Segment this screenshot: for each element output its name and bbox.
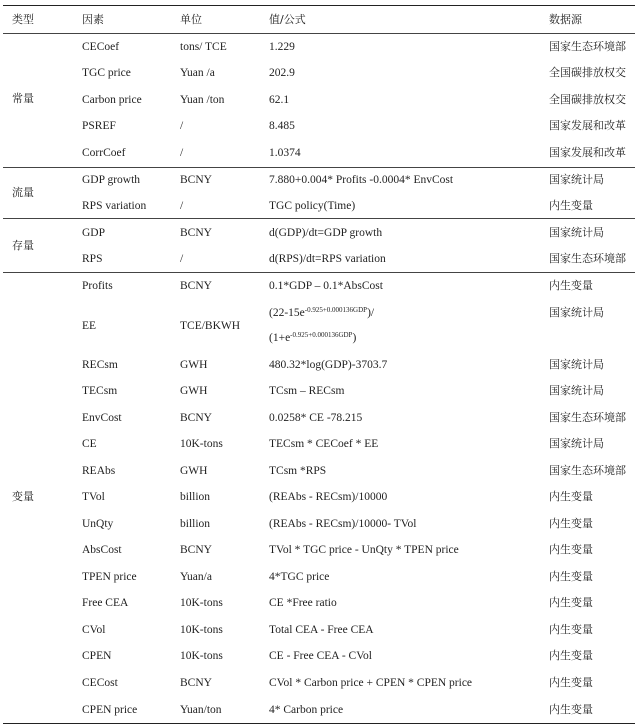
row-formula: (REAbs - RECsm)/10000: [269, 491, 388, 503]
bottom-rule: [3, 723, 635, 724]
row-factor: Carbon price: [82, 94, 142, 106]
group-rule: [3, 218, 635, 219]
row-factor: TVol: [82, 491, 105, 503]
row-formula: 8.485: [269, 120, 295, 132]
row-source: 国家统计局: [549, 384, 604, 397]
group-rule: [3, 167, 635, 168]
row-formula: 1.0374: [269, 147, 301, 159]
row-formula: 62.1: [269, 94, 290, 106]
row-formula: 4* Carbon price: [269, 704, 344, 716]
header-unit: 单位: [180, 13, 202, 26]
row-source: 国家生态环境部: [549, 252, 626, 265]
row-formula: TGC policy(Time): [269, 200, 356, 212]
row-factor: RECsm: [82, 359, 118, 371]
row-source: 内生变量: [549, 517, 593, 530]
row-factor: CECoef: [82, 41, 120, 53]
row-factor: CVol: [82, 624, 106, 636]
row-formula: d(GDP)/dt=GDP growth: [269, 227, 383, 239]
row-formula: 7.880+0.004* Profits -0.0004* EnvCost: [269, 174, 454, 186]
row-formula: TECsm * CECoef * EE: [269, 438, 379, 450]
row-source: 国家统计局: [549, 437, 604, 450]
header-source: 数据源: [549, 13, 582, 26]
row-unit: BCNY: [180, 677, 212, 689]
row-unit: 10K-tons: [180, 650, 223, 662]
row-unit: TCE/BKWH: [180, 320, 241, 332]
row-source: 国家生态环境部: [549, 40, 626, 53]
row-formula: CE *Free ratio: [269, 597, 337, 609]
row-unit: /: [180, 200, 184, 212]
row-factor: RPS: [82, 253, 103, 265]
ee-formula-line1: [269, 306, 374, 320]
row-unit: billion: [180, 518, 211, 530]
header-rule: [3, 33, 635, 34]
row-source: 内生变量: [549, 570, 593, 583]
ee-formula-line2: [269, 331, 356, 345]
group-rule: [3, 272, 635, 273]
row-source: 内生变量: [549, 596, 593, 609]
top-rule: [3, 5, 635, 6]
row-unit: BCNY: [180, 280, 212, 292]
header-factor: 因素: [82, 13, 104, 26]
row-source: 内生变量: [549, 199, 593, 212]
row-factor: GDP growth: [82, 174, 141, 186]
row-factor: Profits: [82, 280, 113, 292]
ee-formula-part: (1+e: [269, 332, 291, 344]
row-source: 内生变量: [549, 703, 593, 716]
row-factor: EnvCost: [82, 412, 122, 424]
row-unit: 10K-tons: [180, 597, 223, 609]
row-unit: BCNY: [180, 174, 212, 186]
row-formula: 202.9: [269, 67, 295, 79]
row-source: 国家统计局: [549, 358, 604, 371]
row-factor: TECsm: [82, 385, 118, 397]
row-source: 国家统计局: [549, 173, 604, 186]
row-source: 国家统计局: [549, 226, 604, 239]
row-unit: GWH: [180, 385, 208, 397]
row-formula: CVol * Carbon price + CPEN * CPEN price: [269, 677, 473, 689]
row-source: 内生变量: [549, 676, 593, 689]
row-unit: /: [180, 147, 184, 159]
row-factor: AbsCost: [82, 544, 122, 556]
row-source: 全国碳排放权交: [549, 66, 626, 79]
row-unit: GWH: [180, 465, 208, 477]
row-factor: TGC price: [82, 67, 131, 79]
header-formula: 值/公式: [269, 13, 306, 26]
row-formula: Total CEA - Free CEA: [269, 624, 374, 636]
row-source: 内生变量: [549, 649, 593, 662]
row-formula: CE - Free CEA - CVol: [269, 650, 372, 662]
row-unit: Yuan /a: [180, 67, 215, 79]
row-factor: REAbs: [82, 465, 116, 477]
row-factor: CorrCoef: [82, 147, 126, 159]
ee-formula-part: )/: [367, 307, 375, 319]
row-factor: RPS variation: [82, 200, 147, 212]
ee-formula-exponent: -0.925+0.000136GDP: [304, 306, 368, 314]
row-unit: /: [180, 253, 184, 265]
header-type: 类型: [12, 13, 34, 26]
group-label-flow: 流量: [12, 186, 34, 199]
row-source: 内生变量: [549, 543, 593, 556]
row-source: 内生变量: [549, 623, 593, 636]
row-source: 全国碳排放权交: [549, 93, 626, 106]
row-source: 国家统计局: [549, 306, 604, 319]
row-source: 国家发展和改革: [549, 119, 626, 132]
row-factor: CPEN price: [82, 704, 138, 716]
row-formula: 4*TGC price: [269, 571, 330, 583]
row-formula: 480.32*log(GDP)-3703.7: [269, 359, 388, 371]
group-label-stock: 存量: [12, 239, 34, 252]
row-formula: 0.0258* CE -78.215: [269, 412, 363, 424]
group-label-variable: 变量: [12, 490, 34, 503]
row-unit: Yuan/a: [180, 571, 212, 583]
row-factor: Free CEA: [82, 597, 129, 609]
ee-formula-part: (22-15e: [269, 307, 305, 319]
row-factor: TPEN price: [82, 571, 137, 583]
row-formula: d(RPS)/dt=RPS variation: [269, 253, 386, 265]
row-formula: (REAbs - RECsm)/10000- TVol: [269, 518, 417, 530]
row-formula: 0.1*GDP – 0.1*AbsCost: [269, 280, 383, 292]
row-factor: EE: [82, 320, 97, 332]
ee-formula-part: ): [352, 332, 357, 344]
group-label-constant: 常量: [12, 92, 34, 105]
row-formula: TCsm *RPS: [269, 465, 327, 477]
row-unit: /: [180, 120, 184, 132]
row-source: 内生变量: [549, 490, 593, 503]
row-unit: billion: [180, 491, 211, 503]
row-formula: TCsm – RECsm: [269, 385, 345, 397]
row-unit: BCNY: [180, 412, 212, 424]
row-unit: BCNY: [180, 544, 212, 556]
row-source: 国家生态环境部: [549, 411, 626, 424]
row-unit: 10K-tons: [180, 438, 223, 450]
row-source: 国家发展和改革: [549, 146, 626, 159]
row-source: 内生变量: [549, 279, 593, 292]
row-factor: GDP: [82, 227, 106, 239]
row-formula: 1.229: [269, 41, 295, 53]
row-factor: CE: [82, 438, 97, 450]
row-unit: 10K-tons: [180, 624, 223, 636]
row-factor: PSREF: [82, 120, 116, 132]
row-formula: TVol * TGC price - UnQty * TPEN price: [269, 544, 459, 556]
row-unit: tons/ TCE: [180, 41, 227, 53]
row-factor: CPEN: [82, 650, 112, 662]
row-unit: GWH: [180, 359, 208, 371]
ee-formula-exponent: -0.925+0.000136GDP: [290, 331, 353, 339]
row-unit: Yuan /ton: [180, 94, 225, 106]
row-unit: Yuan/ton: [180, 704, 222, 716]
row-factor: UnQty: [82, 518, 114, 530]
row-factor: CECost: [82, 677, 118, 689]
row-unit: BCNY: [180, 227, 212, 239]
row-source: 国家生态环境部: [549, 464, 626, 477]
